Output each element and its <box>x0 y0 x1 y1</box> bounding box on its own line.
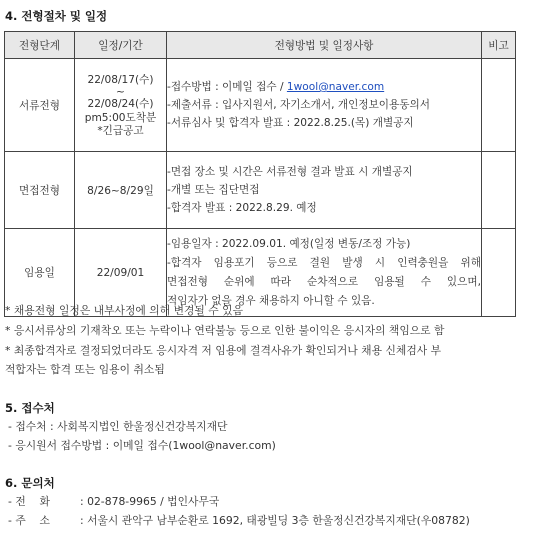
table-row <box>5 152 516 229</box>
contact-item: - 접수처 : 사회복지법인 한울정신건강복지재단 <box>8 420 228 433</box>
method-line: 면접전형 순위에 따라 순차적으로 임용될 수 있으며, <box>167 275 481 288</box>
method-line-prefix: -접수방법 : 이메일 접수 / <box>167 81 287 93</box>
period-line: 22/08/17(수) <box>87 73 154 86</box>
contact-item: - 응시원서 접수방법 : 이메일 접수(1wool@naver.com) <box>8 439 276 452</box>
period-line: ~ <box>116 85 125 98</box>
method-line: -임용일자 : 2022.09.01. 예정(일정 변동/조정 가능) <box>167 237 411 250</box>
header-method: 전형방법 및 일정사항 <box>167 32 482 59</box>
stage-cell: 서류전형 <box>5 59 75 152</box>
stage-cell: 면접전형 <box>5 152 75 229</box>
header-period: 일정/기간 <box>75 32 167 59</box>
method-line: -면접 장소 및 시간은 서류전형 결과 발표 시 개별공지 <box>167 166 413 178</box>
section-5-title: 5. 접수처 <box>5 401 55 415</box>
period-line: pm5:00도착분 <box>84 111 157 124</box>
notice-line: * 응시서류상의 기재착오 또는 누락이나 연락불능 등으로 인한 불이익은 응시자의 책임으로 함 <box>5 324 445 337</box>
header-stage: 전형단계 <box>5 32 75 59</box>
phone-value: : 02-878-9965 / 법인사무국 <box>80 495 220 508</box>
method-line: -합격자 임용포기 등으로 결원 발생 시 인력충원을 위해 <box>167 256 481 269</box>
method-line <box>167 78 481 96</box>
method-cell <box>167 152 482 229</box>
address-value: : 서울시 관악구 남부순환로 1692, 태광빌딩 3층 한울정신건강복지재단(우08782) <box>80 514 470 527</box>
phone-item <box>8 494 219 509</box>
notice-line: * 최종합격자로 결정되었더라도 응시자격 저 임용에 결격사유가 확인되거나 채용 신체검사 부 <box>5 344 442 357</box>
period-line: *긴급공고 <box>97 124 144 137</box>
notice-line: 적합자는 합격 또는 임용이 취소됨 <box>5 363 165 376</box>
method-line: -제출서류 : 입사지원서, 자기소개서, 개인정보이용동의서 <box>167 99 430 111</box>
section-4-title: 4. 전형절차 및 일정 <box>5 9 108 23</box>
period-cell: 22/09/01 <box>75 229 167 317</box>
notice-line: * 채용전형 일정은 내부사정에 의해 변경될 수 있음 <box>5 304 244 317</box>
method-line: -합격자 발표 : 2022.8.29. 예정 <box>167 202 317 214</box>
note-cell <box>482 59 516 152</box>
method-line: -서류심사 및 합격자 발표 : 2022.8.25.(목) 개별공지 <box>167 117 414 129</box>
method-line: 적임자가 없을 경우 채용하지 아니할 수 있음. <box>167 294 375 307</box>
section-6-title: 6. 문의처 <box>5 476 55 490</box>
period-line: 22/08/24(수) <box>87 97 154 110</box>
email-link[interactable]: 1wool@naver.com <box>286 81 385 93</box>
address-item <box>8 513 470 528</box>
note-cell <box>482 152 516 229</box>
address-label: - 주 소 <box>8 514 50 527</box>
schedule-table <box>4 31 516 317</box>
method-cell <box>167 59 482 152</box>
phone-label: - 전 화 <box>8 495 50 508</box>
header-note: 비고 <box>482 32 516 59</box>
period-cell <box>75 59 167 152</box>
method-line: -개별 또는 집단면접 <box>167 184 260 196</box>
table-header-row <box>5 32 516 59</box>
table-row <box>5 59 516 152</box>
period-cell: 8/26~8/29일 <box>75 152 167 229</box>
stage-cell: 임용일 <box>5 229 75 317</box>
